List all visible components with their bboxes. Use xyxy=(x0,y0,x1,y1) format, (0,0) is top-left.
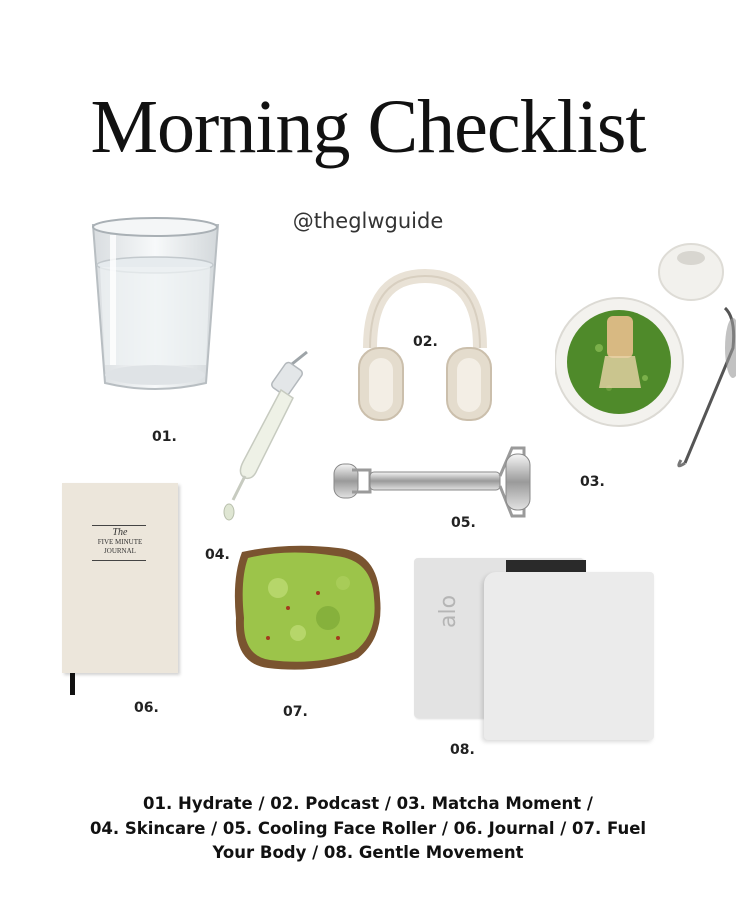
journal-title-journal: JOURNAL xyxy=(104,547,136,555)
checklist-caption xyxy=(40,792,696,866)
matcha-bowl-image xyxy=(555,238,736,498)
journal-title-the: The xyxy=(112,527,128,538)
item-number-07: 07. xyxy=(283,704,308,720)
author-handle: @theglwguide xyxy=(292,209,444,233)
face-roller-image xyxy=(312,440,534,522)
avocado-toast-image xyxy=(228,538,386,676)
serum-dropper-image xyxy=(215,350,315,525)
item-number-06: 06. xyxy=(134,700,159,716)
water-glass-image xyxy=(88,215,223,395)
journal-bookmark-ribbon xyxy=(70,673,75,695)
journal-image xyxy=(62,483,178,673)
item-number-02: 02. xyxy=(413,334,438,350)
item-number-01: 01. xyxy=(152,429,177,445)
caption-line-3: Your Body / 08. Gentle Movement xyxy=(212,843,524,862)
mat-brand-logo: alo xyxy=(436,594,461,628)
item-number-08: 08. xyxy=(450,742,475,758)
item-number-05: 05. xyxy=(451,515,476,531)
yoga-mat-image xyxy=(414,558,654,740)
item-number-04: 04. xyxy=(205,547,230,563)
page-title: Morning Checklist xyxy=(90,85,646,169)
caption-line-1: 01. Hydrate / 02. Podcast / 03. Matcha Moment / xyxy=(143,794,593,813)
item-number-03: 03. xyxy=(580,474,605,490)
journal-title-five-minute: FIVE MINUTE xyxy=(97,538,143,546)
caption-line-2: 04. Skincare / 05. Cooling Face Roller / 06. Journal / 07. Fuel xyxy=(89,818,647,838)
